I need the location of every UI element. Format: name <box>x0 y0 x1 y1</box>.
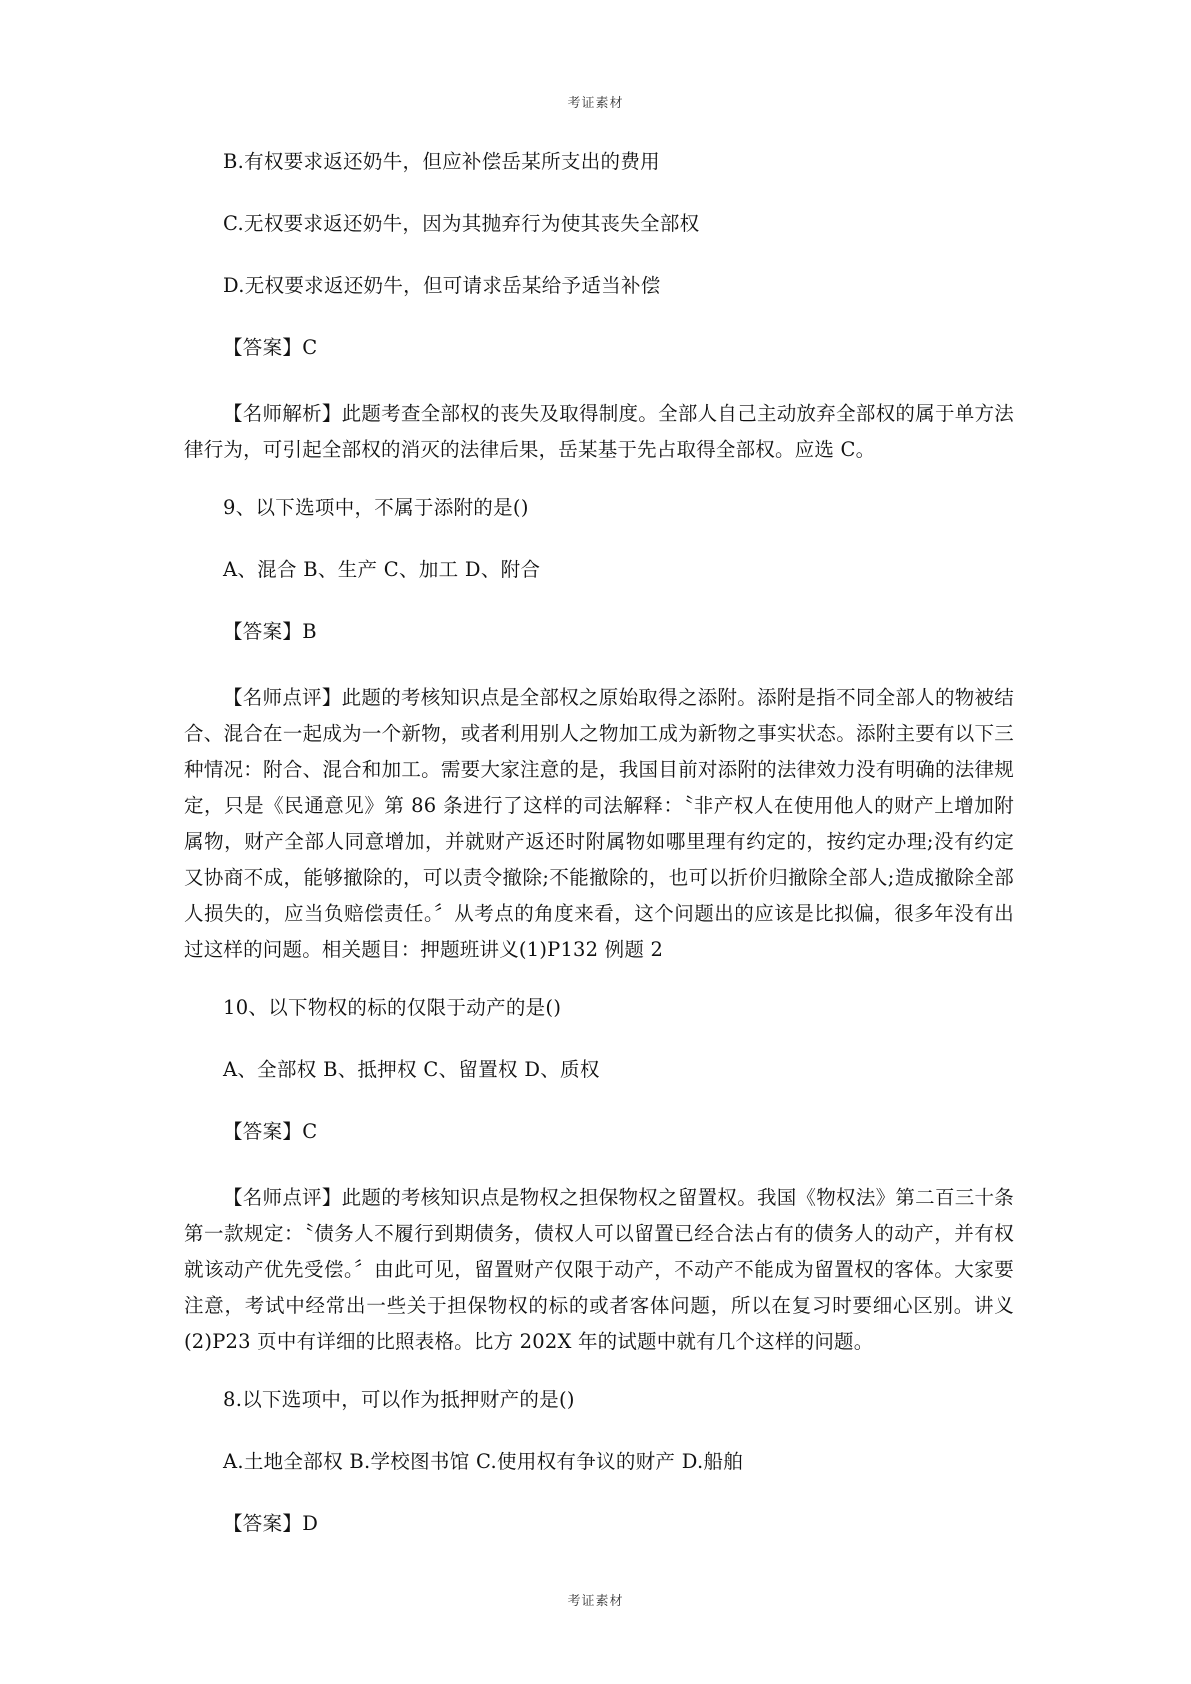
page-footer: 考证素材 <box>567 1594 624 1609</box>
question-9-answer: 【答案】B <box>223 620 317 643</box>
question-8-answer: 【答案】D <box>223 1512 319 1535</box>
question-8: 8.以下选项中，可以作为抵押财产的是() <box>223 1388 575 1411</box>
option-c-line: C.无权要求返还奶牛，因为其抛弃行为使其丧失全部权 <box>223 212 700 235</box>
answer-line: 【答案】C <box>223 336 318 359</box>
question-9-commentary: 【名师点评】此题的考核知识点是全部权之原始取得之添附。添附是指不同全部人的物被结合、混合在一起成为一个新物，或者利用别人之物加工成为新物之事实状态。添附主要有以下三种情况：附合、混合和加工。需要大家注意的是，我国目前对添附的法律效力没有明确的法律规定，只是《民通意见》第 86 条进行了这样的司法解释：〝非产权人在使用他人的财产上增加附属物，财产全部人同意增加，并就财产返还时附属物如哪里理有约定的，按约定办理;没有约定又协商不成，能够撤除的，可以责令撤除;不能撤除的，也可以折价归撤除全部人;造成撤除全部人损失的，应当负赔偿责任。〞从考点的角度来看，这个问题出的应该是比拟偏，很多年没有出过这样的问题。相关题目：押题班讲义(1)P132 例题 2 <box>184 686 1014 961</box>
question-9-options: A、混合 B、生产 C、加工 D、附合 <box>223 558 541 581</box>
analysis-paragraph: 【名师解析】此题考查全部权的丧失及取得制度。全部人自己主动放弃全部权的属于单方法律行为，可引起全部权的消灭的法律后果，岳某基于先占取得全部权。应选 C。 <box>184 402 1014 461</box>
question-10-commentary: 【名师点评】此题的考核知识点是物权之担保物权之留置权。我国《物权法》第二百三十条第一款规定：〝债务人不履行到期债务，债权人可以留置已经合法占有的债务人的动产，并有权就该动产优先受偿。〞由此可见，留置财产仅限于动产，不动产不能成为留置权的客体。大家要注意，考试中经常出一些关于担保物权的标的或者客体问题，所以在复习时要细心区别。讲义(2)P23 页中有详细的比照表格。比方 202X 年的试题中就有几个这样的问题。 <box>184 1186 1014 1353</box>
page-header: 考证素材 <box>567 96 624 111</box>
document-body <box>184 148 1014 1572</box>
question-9: 9、以下选项中，不属于添附的是() <box>223 496 529 519</box>
question-10: 10、以下物权的标的仅限于动产的是() <box>223 996 562 1019</box>
question-8-options: A.土地全部权 B.学校图书馆 C.使用权有争议的财产 D.船舶 <box>223 1450 744 1473</box>
question-10-answer: 【答案】C <box>223 1120 318 1143</box>
option-d-line: D.无权要求返还奶牛，但可请求岳某给予适当补偿 <box>223 274 661 297</box>
question-10-options: A、全部权 B、抵押权 C、留置权 D、质权 <box>223 1058 600 1081</box>
option-b-line: B.有权要求返还奶牛，但应补偿岳某所支出的费用 <box>223 150 660 173</box>
